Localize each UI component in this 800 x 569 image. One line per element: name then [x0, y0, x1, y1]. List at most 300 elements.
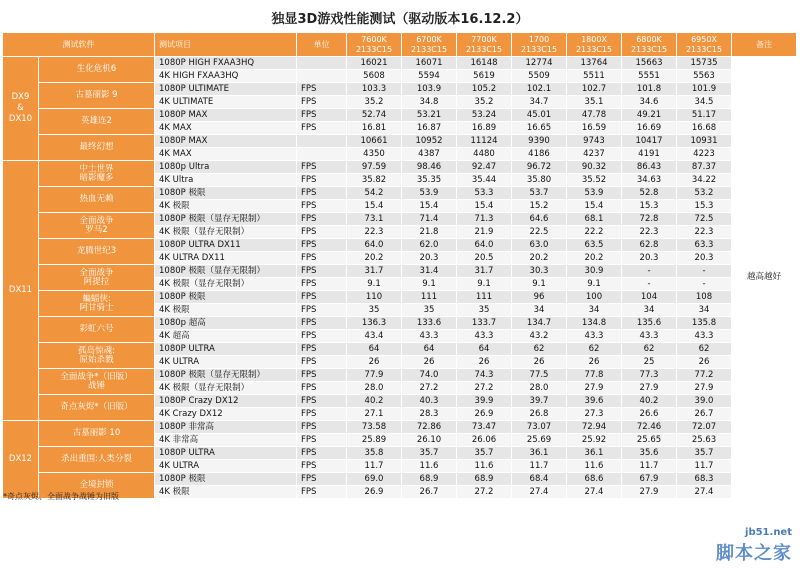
game-name-cell: 全面战争 罗马2 — [39, 213, 155, 239]
value-cell: 26 — [402, 356, 457, 369]
game-name-cell: 英雄连2 — [39, 109, 155, 135]
value-cell: 11.7 — [347, 460, 402, 473]
value-cell: 73.58 — [347, 421, 402, 434]
value-cell: 77.2 — [677, 369, 732, 382]
header-cpu: 6700K 2133C15 — [402, 33, 457, 57]
value-cell: 34.7 — [512, 96, 567, 109]
header-row — [3, 33, 797, 57]
value-cell: 4387 — [402, 148, 457, 161]
value-cell: 26 — [347, 356, 402, 369]
value-cell: 73.07 — [512, 421, 567, 434]
value-cell: 31.7 — [457, 265, 512, 278]
value-cell: 71.4 — [402, 213, 457, 226]
value-cell: 63.0 — [512, 239, 567, 252]
value-cell: 15663 — [622, 57, 677, 70]
table-row — [3, 83, 797, 96]
value-cell: 12774 — [512, 57, 567, 70]
value-cell: 135.8 — [677, 317, 732, 330]
table-row — [3, 395, 797, 408]
test-item-cell: 4K ULTRA DX11 — [155, 252, 297, 265]
test-item-cell: 4K Crazy DX12 — [155, 408, 297, 421]
value-cell: 20.3 — [677, 252, 732, 265]
value-cell: 43.3 — [677, 330, 732, 343]
value-cell: 39.6 — [567, 395, 622, 408]
value-cell: 35 — [347, 304, 402, 317]
value-cell: 133.7 — [457, 317, 512, 330]
header-cpu: 1700 2133C15 — [512, 33, 567, 57]
test-item-cell: 1080p Ultra — [155, 161, 297, 174]
benchmark-table — [2, 32, 797, 499]
value-cell: 68.1 — [567, 213, 622, 226]
value-cell: 100 — [567, 291, 622, 304]
table-body — [3, 57, 797, 499]
value-cell: 4350 — [347, 148, 402, 161]
unit-cell: FPS — [297, 408, 347, 421]
value-cell: 25.89 — [347, 434, 402, 447]
value-cell: 16.68 — [677, 122, 732, 135]
test-item-cell: 1080p 超高 — [155, 317, 297, 330]
value-cell: 15.3 — [622, 200, 677, 213]
value-cell: 53.3 — [457, 187, 512, 200]
value-cell: 35 — [402, 304, 457, 317]
value-cell: 35.44 — [457, 174, 512, 187]
value-cell: 53.9 — [402, 187, 457, 200]
test-item-cell: 1080P 极限（显存无限制） — [155, 213, 297, 226]
value-cell: 68.9 — [402, 473, 457, 486]
value-cell: 96 — [512, 291, 567, 304]
unit-cell: FPS — [297, 343, 347, 356]
test-item-cell: 4K MAX — [155, 148, 297, 161]
value-cell: 31.4 — [402, 265, 457, 278]
value-cell: 43.2 — [512, 330, 567, 343]
value-cell: 26.06 — [457, 434, 512, 447]
value-cell: 9.1 — [457, 278, 512, 291]
test-item-cell: 1080P 极限（显存无限制） — [155, 369, 297, 382]
value-cell: 102.7 — [567, 83, 622, 96]
value-cell: 96.72 — [512, 161, 567, 174]
watermark-url: jb51.net — [745, 527, 792, 538]
test-item-cell: 4K ULTIMATE — [155, 96, 297, 109]
game-name-cell: 热血无赖 — [39, 187, 155, 213]
value-cell: 77.5 — [512, 369, 567, 382]
test-item-cell: 1080P 极限 — [155, 473, 297, 486]
value-cell: 105.2 — [457, 83, 512, 96]
value-cell: 53.9 — [567, 187, 622, 200]
game-name-cell: 龙腾世纪3 — [39, 239, 155, 265]
value-cell: 11124 — [457, 135, 512, 148]
unit-cell: FPS — [297, 265, 347, 278]
value-cell: 101.8 — [622, 83, 677, 96]
value-cell: 35.6 — [622, 447, 677, 460]
table-row — [3, 317, 797, 330]
test-item-cell: 4K ULTRA — [155, 356, 297, 369]
value-cell: 68.3 — [677, 473, 732, 486]
value-cell: 52.8 — [622, 187, 677, 200]
test-item-cell: 4K 极限 — [155, 304, 297, 317]
header-software: 测试软件 — [3, 33, 155, 57]
value-cell: 15735 — [677, 57, 732, 70]
value-cell: 34 — [512, 304, 567, 317]
unit-cell: FPS — [297, 421, 347, 434]
value-cell: 26 — [567, 356, 622, 369]
value-cell: 26.7 — [402, 486, 457, 499]
watermark-name: 脚本之家 — [716, 543, 792, 564]
value-cell: 103.9 — [402, 83, 457, 96]
value-cell: 5608 — [347, 70, 402, 83]
value-cell: 68.6 — [567, 473, 622, 486]
value-cell: 101.9 — [677, 83, 732, 96]
value-cell: 34.8 — [402, 96, 457, 109]
table-row — [3, 135, 797, 148]
value-cell: 16.69 — [622, 122, 677, 135]
unit-cell: FPS — [297, 356, 347, 369]
value-cell: 25 — [622, 356, 677, 369]
value-cell: 16071 — [402, 57, 457, 70]
unit-cell: FPS — [297, 369, 347, 382]
value-cell: 52.74 — [347, 109, 402, 122]
value-cell: 72.07 — [677, 421, 732, 434]
value-cell: 4186 — [512, 148, 567, 161]
unit-cell: FPS — [297, 382, 347, 395]
test-item-cell: 1080P Crazy DX12 — [155, 395, 297, 408]
value-cell: 104 — [622, 291, 677, 304]
test-item-cell: 1080P 非常高 — [155, 421, 297, 434]
value-cell: 9390 — [512, 135, 567, 148]
value-cell: 22.3 — [622, 226, 677, 239]
value-cell: 20.2 — [567, 252, 622, 265]
value-cell: 21.8 — [402, 226, 457, 239]
value-cell: 15.4 — [347, 200, 402, 213]
table-row — [3, 265, 797, 278]
value-cell: 74.3 — [457, 369, 512, 382]
value-cell: 20.5 — [457, 252, 512, 265]
unit-cell: FPS — [297, 226, 347, 239]
value-cell: 87.37 — [677, 161, 732, 174]
header-item: 测试项目 — [155, 33, 297, 57]
unit-cell: FPS — [297, 330, 347, 343]
unit-cell: FPS — [297, 174, 347, 187]
value-cell: 134.8 — [567, 317, 622, 330]
value-cell: 68.4 — [512, 473, 567, 486]
value-cell: 5594 — [402, 70, 457, 83]
unit-cell — [297, 70, 347, 83]
value-cell: 15.4 — [402, 200, 457, 213]
value-cell: 13764 — [567, 57, 622, 70]
value-cell: 9.1 — [347, 278, 402, 291]
value-cell: 64 — [457, 343, 512, 356]
value-cell: 34.6 — [622, 96, 677, 109]
footnote: *奇点灰烬、全面战争战锤为旧版 — [3, 492, 119, 501]
value-cell: 10952 — [402, 135, 457, 148]
value-cell: 34 — [622, 304, 677, 317]
unit-cell: FPS — [297, 83, 347, 96]
value-cell: 4191 — [622, 148, 677, 161]
value-cell: 40.3 — [402, 395, 457, 408]
table-row — [3, 239, 797, 252]
value-cell: 4223 — [677, 148, 732, 161]
value-cell: 64.0 — [457, 239, 512, 252]
value-cell: 77.8 — [567, 369, 622, 382]
unit-cell: FPS — [297, 473, 347, 486]
value-cell: 34.5 — [677, 96, 732, 109]
value-cell: 22.3 — [347, 226, 402, 239]
game-name-cell: 古墓丽影 9 — [39, 83, 155, 109]
value-cell: 27.3 — [567, 408, 622, 421]
game-name-cell: 全面战争 阿提拉 — [39, 265, 155, 291]
value-cell: 35.82 — [347, 174, 402, 187]
table-row — [3, 421, 797, 434]
value-cell: 111 — [457, 291, 512, 304]
value-cell: 10417 — [622, 135, 677, 148]
header-cpu: 1800X 2133C15 — [567, 33, 622, 57]
value-cell: 11.7 — [622, 460, 677, 473]
game-name-cell: 中土世界 暗影魔多 — [39, 161, 155, 187]
unit-cell: FPS — [297, 447, 347, 460]
value-cell: 136.3 — [347, 317, 402, 330]
value-cell: 108 — [677, 291, 732, 304]
unit-cell: FPS — [297, 96, 347, 109]
value-cell: 26 — [512, 356, 567, 369]
value-cell: 15.2 — [512, 200, 567, 213]
value-cell: 135.6 — [622, 317, 677, 330]
value-cell: 34 — [567, 304, 622, 317]
table-row — [3, 57, 797, 70]
value-cell: 26.8 — [512, 408, 567, 421]
value-cell: 4237 — [567, 148, 622, 161]
value-cell: 73.1 — [347, 213, 402, 226]
value-cell: 53.2 — [677, 187, 732, 200]
value-cell: 53.24 — [457, 109, 512, 122]
value-cell: 40.2 — [347, 395, 402, 408]
value-cell: 20.3 — [622, 252, 677, 265]
api-group-cell: DX12 — [3, 421, 39, 499]
value-cell: 67.9 — [622, 473, 677, 486]
test-item-cell: 4K 超高 — [155, 330, 297, 343]
game-name-cell: 全境封锁 — [39, 473, 155, 499]
unit-cell: FPS — [297, 239, 347, 252]
value-cell: 69.0 — [347, 473, 402, 486]
value-cell: 20.2 — [512, 252, 567, 265]
value-cell: 35.7 — [457, 447, 512, 460]
game-name-cell: 生化危机6 — [39, 57, 155, 83]
unit-cell: FPS — [297, 395, 347, 408]
test-item-cell: 1080P 极限（显存无限制） — [155, 265, 297, 278]
value-cell: 35.80 — [512, 174, 567, 187]
value-cell: 35.52 — [567, 174, 622, 187]
unit-cell: FPS — [297, 109, 347, 122]
test-item-cell: 4K 极限（显存无限制） — [155, 278, 297, 291]
unit-cell — [297, 57, 347, 70]
value-cell: 15.4 — [567, 200, 622, 213]
unit-cell: FPS — [297, 122, 347, 135]
game-name-cell: 蝙蝠侠: 阿甘骑士 — [39, 291, 155, 317]
value-cell: 72.8 — [622, 213, 677, 226]
value-cell: 22.2 — [567, 226, 622, 239]
table-row — [3, 187, 797, 200]
value-cell: 63.5 — [567, 239, 622, 252]
test-item-cell: 4K 极限（显存无限制） — [155, 382, 297, 395]
api-group-cell: DX11 — [3, 161, 39, 421]
value-cell: 110 — [347, 291, 402, 304]
value-cell: 16.59 — [567, 122, 622, 135]
value-cell: 39.0 — [677, 395, 732, 408]
value-cell: 16021 — [347, 57, 402, 70]
value-cell: 5563 — [677, 70, 732, 83]
value-cell: 64 — [402, 343, 457, 356]
unit-cell: FPS — [297, 434, 347, 447]
game-name-cell: 杀出重围:人类分裂 — [39, 447, 155, 473]
unit-cell: FPS — [297, 304, 347, 317]
page-title: 独显3D游戏性能测试（驱动版本16.12.2） — [271, 12, 529, 27]
value-cell: 35.1 — [567, 96, 622, 109]
value-cell: 9743 — [567, 135, 622, 148]
test-item-cell: 1080P 极限 — [155, 291, 297, 304]
value-cell: 26 — [457, 356, 512, 369]
test-item-cell: 4K ULTRA — [155, 460, 297, 473]
value-cell: 34 — [677, 304, 732, 317]
value-cell: 53.7 — [512, 187, 567, 200]
value-cell: 102.1 — [512, 83, 567, 96]
table-row — [3, 213, 797, 226]
unit-cell: FPS — [297, 252, 347, 265]
test-item-cell: 4K HIGH FXAA3HQ — [155, 70, 297, 83]
game-name-cell: 彩虹六号 — [39, 317, 155, 343]
value-cell: 9.1 — [567, 278, 622, 291]
game-name-cell: 古墓丽影 10 — [39, 421, 155, 447]
value-cell: 34.22 — [677, 174, 732, 187]
value-cell: 64.6 — [512, 213, 567, 226]
unit-cell: FPS — [297, 278, 347, 291]
value-cell: 26.10 — [402, 434, 457, 447]
value-cell: 27.9 — [567, 382, 622, 395]
test-item-cell: 4K Ultra — [155, 174, 297, 187]
value-cell: 62 — [677, 343, 732, 356]
value-cell: 26 — [677, 356, 732, 369]
value-cell: 62.8 — [622, 239, 677, 252]
value-cell: 43.3 — [402, 330, 457, 343]
unit-cell: FPS — [297, 317, 347, 330]
value-cell: 43.3 — [622, 330, 677, 343]
value-cell: 5509 — [512, 70, 567, 83]
value-cell: 25.63 — [677, 434, 732, 447]
header-cpu: 7700K 2133C15 — [457, 33, 512, 57]
value-cell: 16.89 — [457, 122, 512, 135]
value-cell: 27.1 — [347, 408, 402, 421]
note-cell: 越高越好 — [732, 57, 797, 499]
value-cell: 27.2 — [457, 486, 512, 499]
header-cpu: 7600K 2133C15 — [347, 33, 402, 57]
value-cell: 10931 — [677, 135, 732, 148]
value-cell: 27.4 — [512, 486, 567, 499]
value-cell: 11.6 — [402, 460, 457, 473]
unit-cell: FPS — [297, 187, 347, 200]
table-row — [3, 291, 797, 304]
value-cell: 27.9 — [622, 486, 677, 499]
value-cell: 35.7 — [677, 447, 732, 460]
value-cell: 35.2 — [457, 96, 512, 109]
value-cell: - — [622, 278, 677, 291]
value-cell: 28.0 — [512, 382, 567, 395]
test-item-cell: 1080P ULTRA DX11 — [155, 239, 297, 252]
api-group-cell: DX9 & DX10 — [3, 57, 39, 161]
header-unit: 单位 — [297, 33, 347, 57]
test-item-cell: 1080P MAX — [155, 109, 297, 122]
value-cell: 27.2 — [402, 382, 457, 395]
unit-cell: FPS — [297, 161, 347, 174]
value-cell: 28.0 — [347, 382, 402, 395]
value-cell: 98.46 — [402, 161, 457, 174]
unit-cell — [297, 135, 347, 148]
value-cell: 9.1 — [512, 278, 567, 291]
value-cell: 133.6 — [402, 317, 457, 330]
value-cell: 53.21 — [402, 109, 457, 122]
value-cell: 63.3 — [677, 239, 732, 252]
value-cell: 35 — [457, 304, 512, 317]
value-cell: 26.9 — [347, 486, 402, 499]
value-cell: 73.47 — [457, 421, 512, 434]
test-item-cell: 1080P ULTIMATE — [155, 83, 297, 96]
value-cell: 74.0 — [402, 369, 457, 382]
value-cell: 26.6 — [622, 408, 677, 421]
test-item-cell: 4K 极限（显存无限制） — [155, 226, 297, 239]
value-cell: 21.9 — [457, 226, 512, 239]
value-cell: 16.87 — [402, 122, 457, 135]
value-cell: 64 — [347, 343, 402, 356]
game-name-cell: 最终幻想 — [39, 135, 155, 161]
test-item-cell: 4K 极限 — [155, 200, 297, 213]
value-cell: 39.7 — [512, 395, 567, 408]
value-cell: 86.43 — [622, 161, 677, 174]
table-row — [3, 369, 797, 382]
test-item-cell: 4K 非常高 — [155, 434, 297, 447]
value-cell: 51.17 — [677, 109, 732, 122]
value-cell: 36.1 — [512, 447, 567, 460]
value-cell: 34.63 — [622, 174, 677, 187]
value-cell: 28.3 — [402, 408, 457, 421]
value-cell: 16148 — [457, 57, 512, 70]
value-cell: 10661 — [347, 135, 402, 148]
value-cell: 62.0 — [402, 239, 457, 252]
value-cell: 77.9 — [347, 369, 402, 382]
header-cpu: 6950X 2133C15 — [677, 33, 732, 57]
header-note: 备注 — [732, 33, 797, 57]
table-row — [3, 447, 797, 460]
value-cell: 11.6 — [567, 460, 622, 473]
value-cell: 71.3 — [457, 213, 512, 226]
value-cell: 36.1 — [567, 447, 622, 460]
header-cpu: 6800K 2133C15 — [622, 33, 677, 57]
value-cell: 5511 — [567, 70, 622, 83]
value-cell: 4480 — [457, 148, 512, 161]
value-cell: 35.8 — [347, 447, 402, 460]
test-item-cell: 4K MAX — [155, 122, 297, 135]
test-item-cell: 1080P ULTRA — [155, 447, 297, 460]
value-cell: 11.6 — [457, 460, 512, 473]
value-cell: 16.65 — [512, 122, 567, 135]
game-name-cell: 孤岛惊魂: 原始杀戮 — [39, 343, 155, 369]
value-cell: - — [622, 265, 677, 278]
value-cell: 22.3 — [677, 226, 732, 239]
value-cell: 62 — [567, 343, 622, 356]
value-cell: 27.2 — [457, 382, 512, 395]
value-cell: 27.9 — [622, 382, 677, 395]
value-cell: 30.3 — [512, 265, 567, 278]
value-cell: 27.4 — [567, 486, 622, 499]
value-cell: 31.7 — [347, 265, 402, 278]
value-cell: 35.35 — [402, 174, 457, 187]
test-item-cell: 1080P 极限 — [155, 187, 297, 200]
value-cell: 72.86 — [402, 421, 457, 434]
